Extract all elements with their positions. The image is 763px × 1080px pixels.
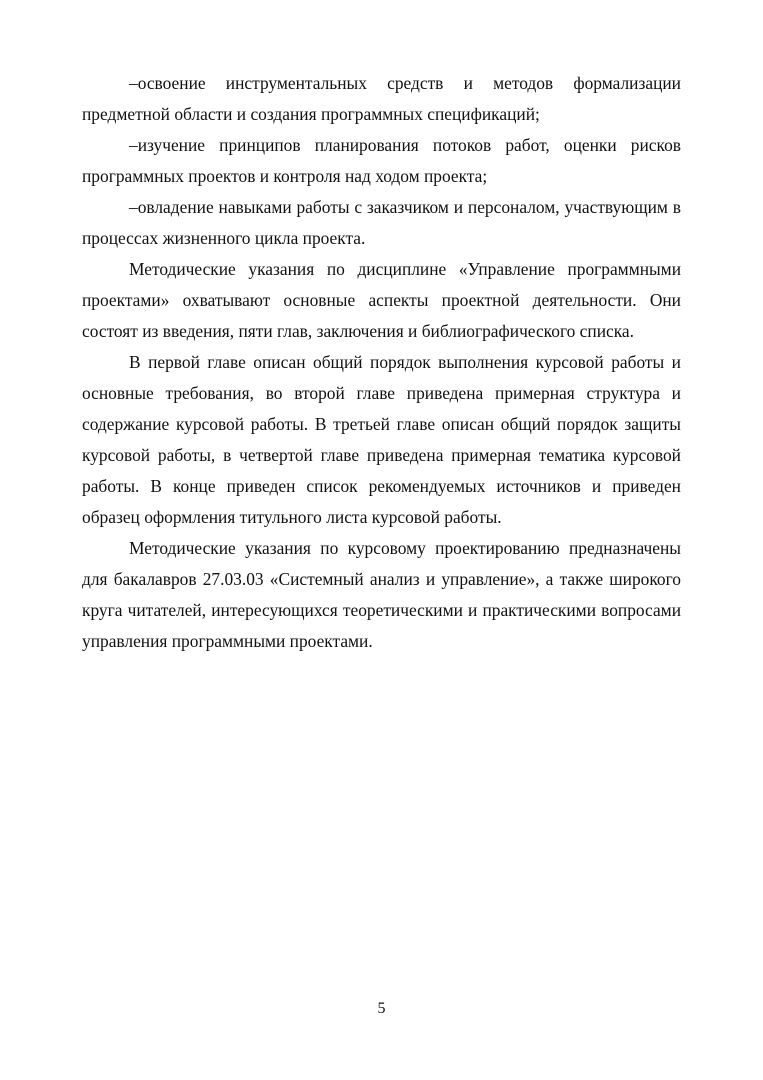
paragraph-chapters-description: В первой главе описан общий порядок выполнения курсовой работы и основные требования, во второй главе приведена примерная структура и содержание курсовой работы. В третьей главе описан общий порядок защиты курсовой работы, в четвертой главе приведена примерная тематика курсовой работы. В конце приведен список рекомендуемых источников и приведен образец оформления титульного листа курсовой работы. xyxy=(82,352,681,527)
paragraph-target-audience: Методические указания по курсовому проектированию предназначены для бакалавров 27.03.03 «Системный анализ и управление», а также широкого круга читателей, интересующихся теоретическими и практическими вопросами управления программными проектами. xyxy=(82,538,681,651)
page-number: 5 xyxy=(377,1000,386,1017)
bullet-paragraph-formalization: –освоение инструментальных средств и методов формализации предметной области и создания программных спецификаций; xyxy=(82,73,681,124)
bullet-paragraph-planning: –изучение принципов планирования потоков работ, оценки рисков программных проектов и контроля над ходом проекта; xyxy=(82,135,681,186)
bullet-paragraph-customer-work: –овладение навыками работы с заказчиком и персоналом, участвующим в процессах жизненного цикла проекта. xyxy=(82,197,681,248)
paragraph-guidelines-overview: Методические указания по дисциплине «Управление программными проектами» охватывают основные аспекты проектной деятельности. Они состоят из введения, пяти глав, заключения и библиографического списка. xyxy=(82,259,681,341)
body-text xyxy=(82,68,681,657)
